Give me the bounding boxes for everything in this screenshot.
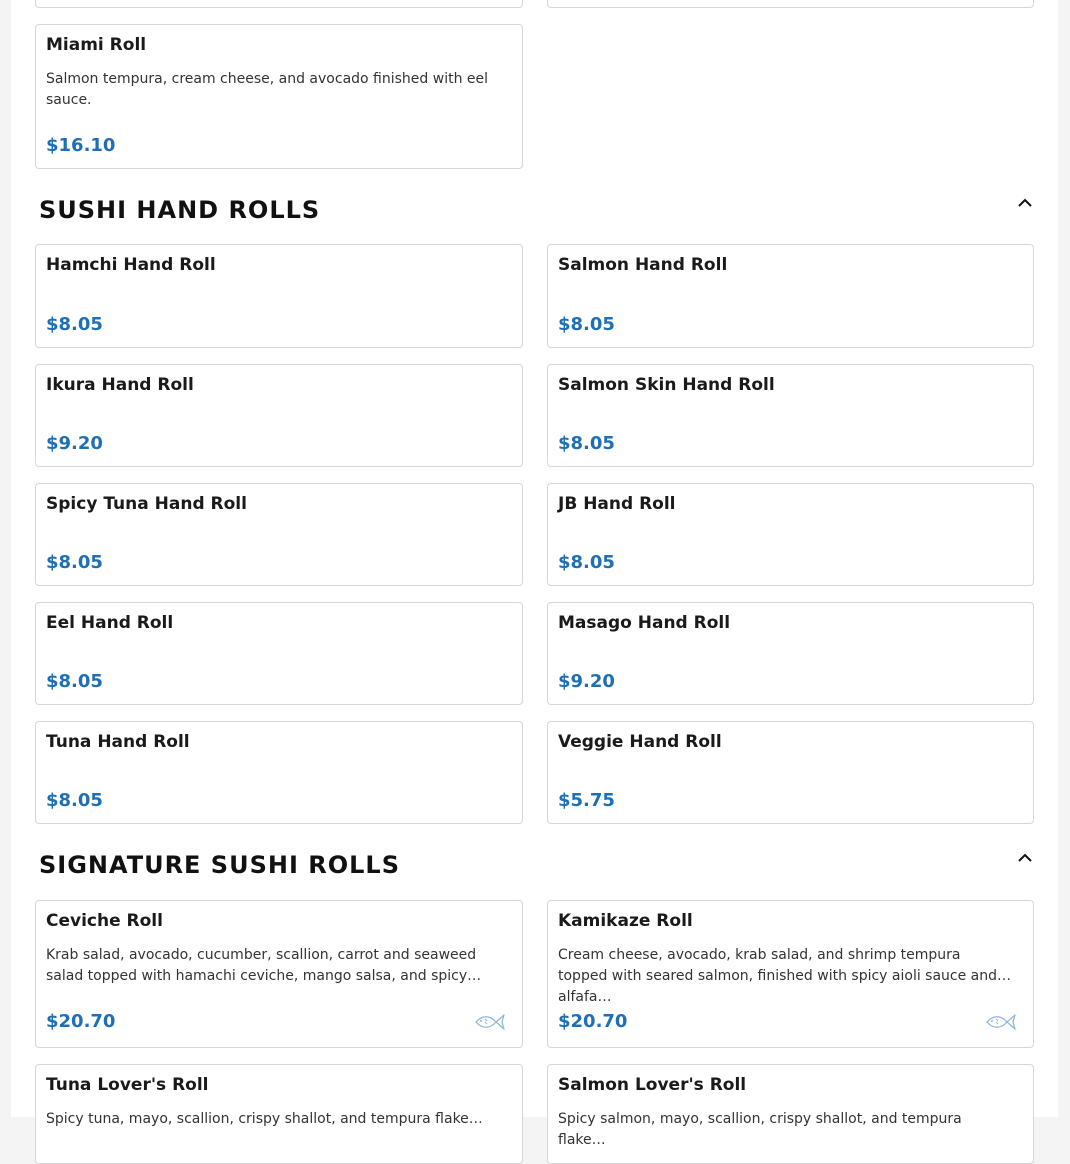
item-price: $8.05 — [46, 552, 103, 573]
menu-item-card[interactable] — [35, 244, 523, 348]
menu-item-card[interactable] — [35, 602, 523, 705]
fish-icon — [474, 1012, 506, 1032]
item-name: Salmon Hand Roll — [558, 255, 728, 275]
item-price: $16.10 — [46, 135, 116, 156]
section-title: SIGNATURE SUSHI ROLLS — [39, 851, 400, 879]
item-name: Spicy Tuna Hand Roll — [46, 494, 247, 514]
item-price: $8.05 — [558, 552, 615, 573]
menu-item-card[interactable] — [547, 244, 1034, 348]
menu-item-card[interactable] — [547, 1064, 1034, 1164]
menu-item-card[interactable] — [35, 364, 523, 467]
item-price: $8.05 — [46, 790, 103, 811]
item-price: $5.75 — [558, 790, 615, 811]
menu-page — [11, 0, 1058, 1148]
item-name: Ceviche Roll — [46, 911, 163, 931]
menu-item-card[interactable] — [547, 721, 1034, 824]
item-name: Salmon Skin Hand Roll — [558, 375, 775, 395]
item-name: Hamchi Hand Roll — [46, 255, 216, 275]
item-name: Miami Roll — [46, 35, 147, 55]
item-name: Ikura Hand Roll — [46, 375, 194, 395]
item-name: Masago Hand Roll — [558, 613, 731, 633]
menu-item-card[interactable] — [35, 1064, 523, 1164]
item-name: Kamikaze Roll — [558, 911, 693, 931]
item-name: Tuna Lover's Roll — [46, 1075, 209, 1095]
menu-item-card[interactable] — [547, 0, 1034, 8]
item-name: JB Hand Roll — [558, 494, 676, 514]
fish-icon — [985, 1012, 1017, 1032]
menu-item-card[interactable] — [35, 483, 523, 586]
item-price: $8.05 — [558, 433, 615, 454]
item-price: $9.20 — [558, 671, 615, 692]
item-price: $8.05 — [46, 314, 103, 335]
item-price: $9.20 — [46, 433, 103, 454]
item-name: Veggie Hand Roll — [558, 732, 722, 752]
item-price: $8.05 — [558, 314, 615, 335]
item-price: $20.70 — [558, 1011, 628, 1032]
menu-item-card[interactable] — [35, 721, 523, 824]
menu-item-card[interactable] — [547, 364, 1034, 467]
item-price: $8.05 — [46, 671, 103, 692]
item-price: $20.70 — [46, 1011, 116, 1032]
chevron-up-icon[interactable] — [1017, 850, 1033, 866]
item-name: Tuna Hand Roll — [46, 732, 190, 752]
section-title: SUSHI HAND ROLLS — [39, 196, 321, 224]
item-description: Krab salad, avocado, cucumber, scallion, carrot and seaweed salad topped with hamachi ceviche, mango salsa, and spicy… — [46, 947, 482, 984]
menu-item-card[interactable] — [547, 900, 1034, 1048]
chevron-up-icon[interactable] — [1017, 195, 1033, 211]
item-description: Spicy tuna, mayo, scallion, crispy shallot, and tempura flake… — [46, 1111, 483, 1127]
item-name: Eel Hand Roll — [46, 613, 174, 633]
menu-item-card[interactable] — [547, 483, 1034, 586]
menu-item-card[interactable] — [547, 602, 1034, 705]
menu-item-card[interactable] — [35, 0, 523, 8]
item-description: Spicy salmon, mayo, scallion, crispy shallot, and tempura flake… — [558, 1111, 962, 1148]
item-name: Salmon Lover's Roll — [558, 1075, 747, 1095]
item-description: Salmon tempura, cream cheese, and avocado finished with eel sauce. — [46, 71, 489, 108]
menu-item-card[interactable] — [35, 24, 523, 169]
item-description: Cream cheese, avocado, krab salad, and shrimp tempura topped with seared salmon, finished with spicy aioli sauce and alfafa… — [558, 947, 998, 1005]
menu-item-card[interactable] — [35, 900, 523, 1048]
